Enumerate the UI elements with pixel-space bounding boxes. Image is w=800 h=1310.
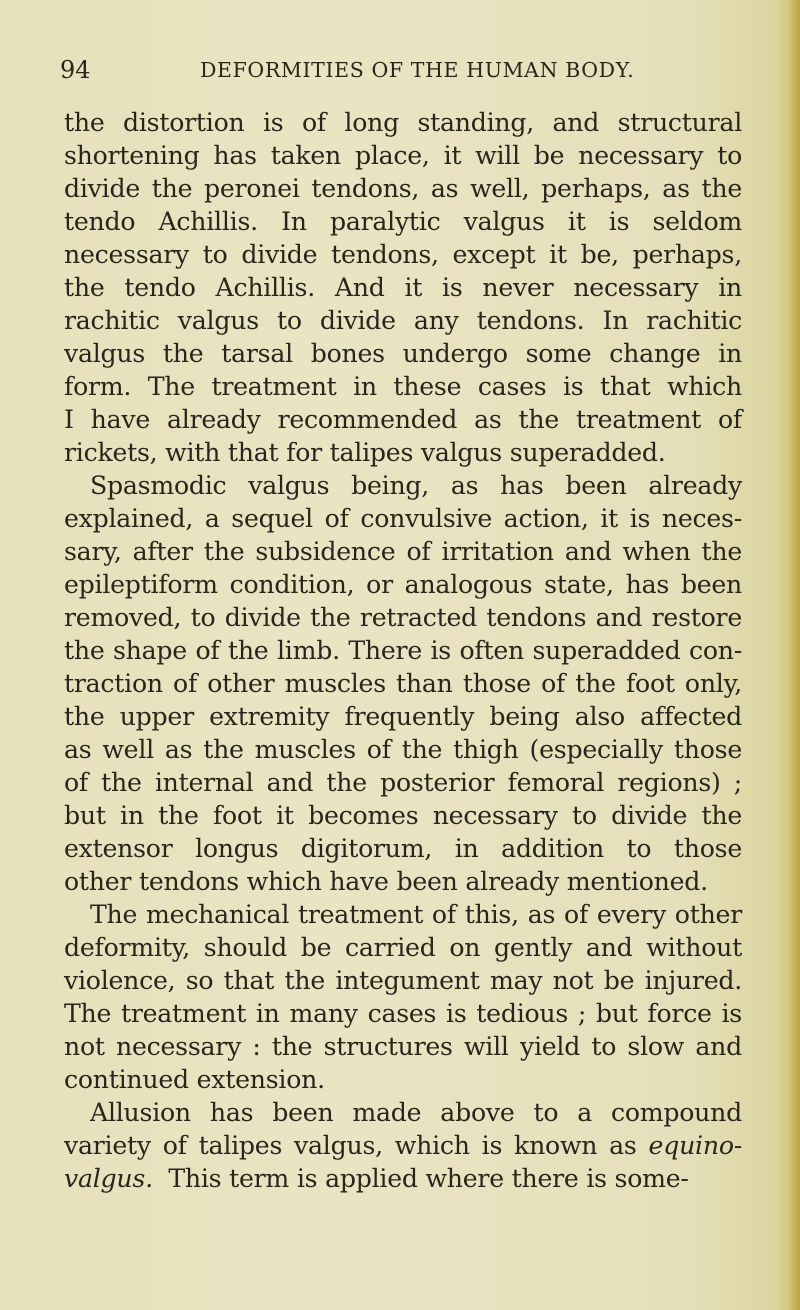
text-line: form. The treatment in these cases is that which [64,372,742,401]
text-line: explained, a sequel of convulsive action, it is neces- [64,504,742,533]
text-line: the distortion is of long standing, and structural [64,108,742,137]
text-line: rachitic valgus to divide any tendons. In rachitic [64,306,742,335]
text-run: This term is applied where there is some- [168,1164,689,1193]
text-line: necessary to divide tendons, except it be, perhaps, [64,240,742,269]
text-line: epileptiform condition, or analogous state, has been [64,570,742,599]
text-line: other tendons which have been already mentioned. [64,867,708,896]
text-line: the upper extremity frequently being also affected [64,702,742,731]
text-line: removed, to divide the retracted tendons and restore [64,603,742,632]
text-line: rickets, with that for talipes valgus superadded. [64,438,666,467]
text-line: traction of other muscles than those of the foot only, [64,669,742,698]
text-line: violence, so that the integument may not be injured. [64,966,742,995]
text-line: deformity, should be carried on gently and without [64,933,742,962]
text-line: as well as the muscles of the thigh (especially those [64,735,742,764]
text-line: Allusion has been made above to a compound [90,1098,742,1127]
text-line: but in the foot it becomes necessary to divide the [64,801,742,830]
page-number: 94 [60,56,91,84]
text-line: Spasmodic valgus being, as has been already [90,471,742,500]
text-line: not necessary : the structures will yield to slow and [64,1032,742,1061]
text-line: shortening has taken place, it will be necessary to [64,141,742,170]
text-line: sary, after the subsidence of irritation and when the [64,537,742,566]
text-run: variety of talipes valgus, which is known as [64,1131,637,1160]
text-line: continued extension. [64,1065,325,1094]
text-line: The mechanical treatment of this, as of every other [90,900,742,929]
italic-term: valgus. [64,1164,153,1193]
text-line: extensor longus digitorum, in addition to those [64,834,742,863]
page-edge [786,0,800,1310]
text-line: divide the peronei tendons, as well, perhaps, as the [64,174,742,203]
italic-term: equino- [648,1131,743,1160]
text-line [64,1129,742,1162]
text-line [64,1162,742,1195]
text-line: the shape of the limb. There is often superadded con- [64,636,742,665]
body-text [64,106,742,1195]
text-line: of the internal and the posterior femoral regions) ; [64,768,742,797]
text-line: valgus the tarsal bones undergo some change in [64,339,742,368]
text-line: I have already recommended as the treatment of [64,405,742,434]
running-head: DEFORMITIES OF THE HUMAN BODY. [200,58,635,82]
page-header [60,56,750,96]
text-line: The treatment in many cases is tedious ; but force is [64,999,742,1028]
text-line: tendo Achillis. In paralytic valgus it is seldom [64,207,742,236]
text-line: the tendo Achillis. And it is never necessary in [64,273,742,302]
